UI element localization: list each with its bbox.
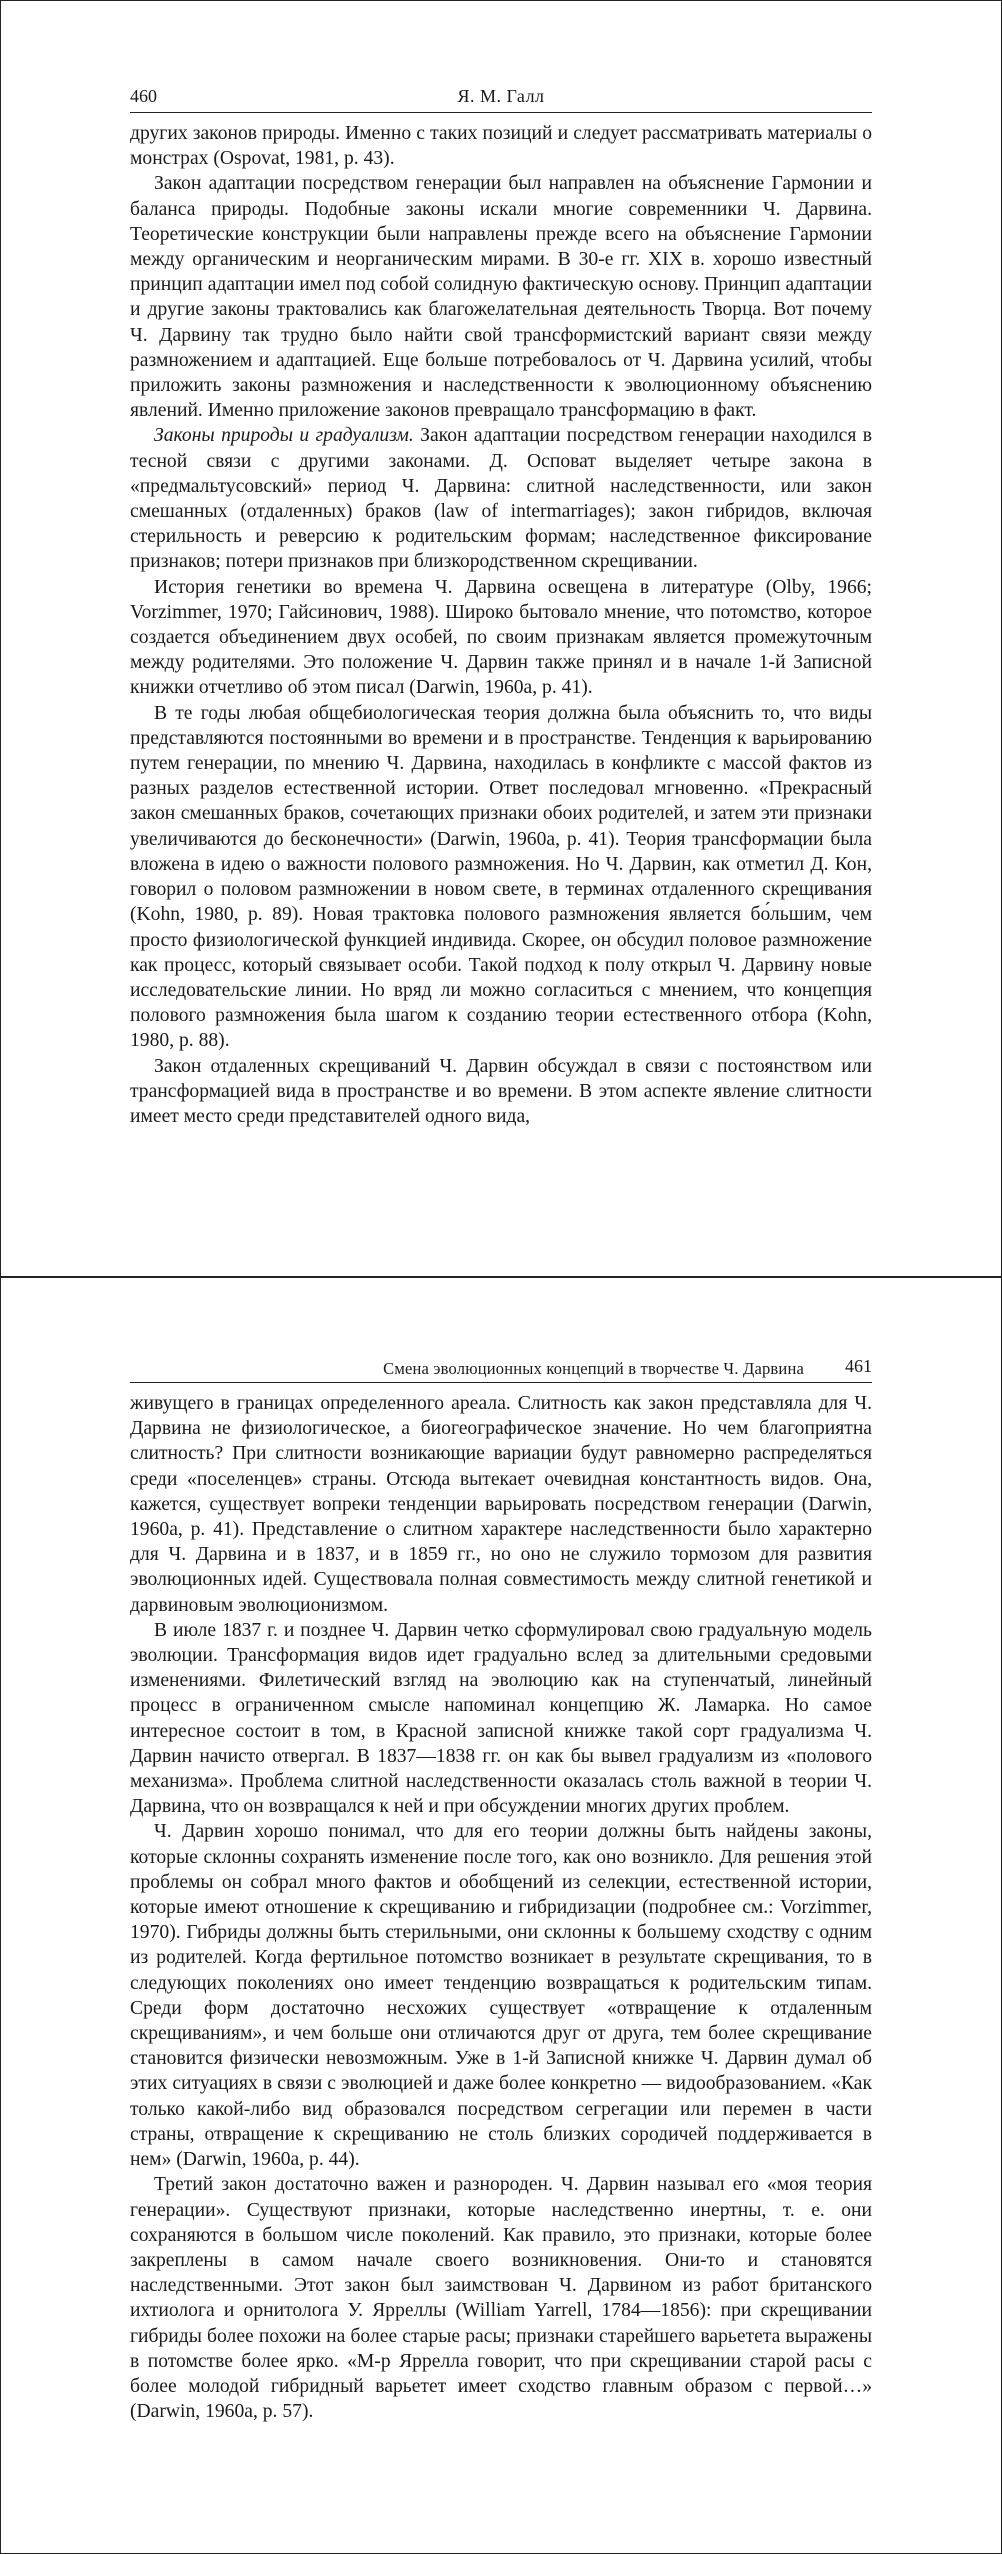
paragraph xyxy=(130,423,872,574)
paragraph: История генетики во времена Ч. Дарвина освещена в литературе (Olby, 1966; Vorzimmer, 1970; Гайсинович, 1988). Широко бытовало мнение, что потомство, которое создается объединением двух особей, по своим признакам является промежуточным между родителями. Это положение Ч. Дарвин также принял и в начале 1-й Записной книжки отчетливо об этом писал (Darwin, 1960a, p. 41). xyxy=(130,576,872,699)
running-head xyxy=(130,1354,872,1383)
paragraph: Закон отдаленных скрещиваний Ч. Дарвин обсуждал в связи с постоянством или трансформацией вида в пространстве и во времени. В этом аспекте явление слитности имеет место среди представителей одного вида, xyxy=(130,1055,872,1127)
paragraph: Третий закон достаточно важен и разнороден. Ч. Дарвин называл его «моя теория генерации». Существуют признаки, которые наследственно инертны, т. е. они сохраняются в большом числе поколений. Как правило, это признаки, которые более закреплены в самом начале своего возникновения. Они-то и становятся наследственными. Этот закон был заимствован Ч. Дарвином из работ британского ихтиолога и орнитолога У. Ярреллы (William Yarrell, 1784—1856): при скрещивании гибриды более похожи на более старые расы; признаки старейшего варьетета выражены в потомстве более ярко. «М-р Ярреллa говорит, что при скрещивании старой расы с более молодой гибридный варьетет имеет сходство главным образом с первой…» (Darwin, 1960a, p. 57). xyxy=(130,2174,872,2423)
page-461 xyxy=(130,1354,872,2424)
section-heading: Законы природы и градуализм. xyxy=(154,425,414,447)
page-460 xyxy=(130,84,872,1129)
running-head xyxy=(130,84,872,113)
running-head-title: Смена эволюционных концепций в творчестве Ч. Дарвина xyxy=(383,1359,804,1378)
paragraph: Ч. Дарвин хорошо понимал, что для его теории должны быть найдены законы, которые склонны сохранять изменение после того, как оно возникло. Для решения этой проблемы он собрал много фактов и обобщений из селекции, естественной истории, которые имеют отношение к скрещиванию и гибридизации (подробнее см.: Vorzimmer, 1970). Гибриды должны быть стерильными, они склонны к большему сходству с одним из родителей. Когда фертильное потомство возникает в результате скрещивания, то в следующих поколениях оно имеет тенденцию возвращаться к родительским типам. Среди форм достаточно несхожих существует «отвращение к отдаленным скрещиваниям», и чем больше они отличаются друг от друга, тем более скрещивание становится физически невозможным. Уже в 1-й Записной книжке Ч. Дарвин думал об этих ситуациях в связи с эволюцией и даже более конкретно — видообразованием. «Как только какой-либо вид образовался посредством сегрегации или перемен в части страны, отвращение к скрещиванию не столь близких сородичей поддерживается в нем» (Darwin, 1960a, p. 44). xyxy=(130,1821,872,2171)
paragraph: других законов природы. Именно с таких позиций и следует рассматривать материалы о монстрах (Ospovat, 1981, p. 43). xyxy=(130,123,872,170)
page-divider xyxy=(0,1276,1002,1278)
page-number: 461 xyxy=(845,1356,872,1376)
paragraph-text: Закон адаптации посредством генерации находился в тесной связи с другими законами. Д. Осповат выделяет четыре закона в «предмальтусовский» период Ч. Дарвина: слитной наследственности, или закон смешанных (отдаленных) браков (law of intermarriages); закон гибридов, включая стерильность и реверсию к родительским формам; наследственное фиксирование признаков; потери признаков при близкородственном скрещивании. xyxy=(130,425,873,573)
paragraph: В июле 1837 г. и позднее Ч. Дарвин четко сформулировал свою градуальную модель эволюции. Трансформация видов идет градуально вслед за длительными средовыми изменениями. Филетический взгляд на эволюцию как на ступенчатый, линейный процесс в ограниченном смысле напоминал концепцию Ж. Ламарка. Но самое интересное состоит в том, в Красной записной книжке такой сорт градуализма Ч. Дарвин начисто отвергал. В 1837—1838 гг. он как бы вывел градуализм из «полового механизма». Проблема слитной наследственности оказалась столь важной в теории Ч. Дарвина, что он возвращался к ней и при обсуждении многих других проблем. xyxy=(130,1619,872,1818)
page-number: 460 xyxy=(130,86,157,106)
paragraph: Закон адаптации посредством генерации был направлен на объяснение Гармонии и баланса природы. Подобные законы искали многие современники Ч. Дарвина. Теоретические конструкции были направлены прежде всего на объяснение Гармонии между органическим и неорганическим мирами. В 30-е гг. XIX в. хорошо известный принцип адаптации имел под собой солидную фактическую основу. Принцип адаптации и другие законы трактовались как благожелательная деятельность Творца. Вот почему Ч. Дарвину так трудно было найти свой трансформистский вариант связи между размножением и адаптацией. Еще больше потребовалось от Ч. Дарвина усилий, чтобы приложить законы размножения и наследственности к эволюционному объяснению явлений. Именно приложение законов превращало трансформацию в факт. xyxy=(130,173,872,422)
running-head-author: Я. М. Галл xyxy=(457,86,545,106)
paragraph: В те годы любая общебиологическая теория должна была объяснить то, что виды представляются постоянными во времени и в пространстве. Тенденция к варьированию путем генерации, по мнению Ч. Дарвина, находилась в конфликте с массой фактов из разных разделов естественной истории. Ответ последовал мгновенно. «Прекрасный закон смешанных браков, сочетающих признаки обоих родителей, и затем эти признаки увеличиваются до бесконечности» (Darwin, 1960a, p. 41). Теория трансформации была вложена в идею о важности полового размножения. Но Ч. Дарвин, как отметил Д. Кон, говорил о половом размножении в новом свете, в терминах отдаленного скрещивания (Kohn, 1980, p. 89). Новая трактовка полового размножения является бо́льшим, чем просто физиологической функцией индивида. Скорее, он обсудил половое размножение как процесс, который связывает особи. Такой подход к полу открыл Ч. Дарвину новые исследовательские линии. Но вряд ли можно согласиться с мнением, что концепция полового размножения была шагом к созданию теории естественного отбора (Kohn, 1980, p. 88). xyxy=(130,702,872,1052)
paragraph: живущего в границах определенного ареала. Слитность как закон представляла для Ч. Дарвина не физиологическое, а биогеографическое значение. Но чем благоприятна слитность? При слитности возникающие вариации будут равномерно распределяться среди «поселенцев» страны. Отсюда вытекает очевидная константность видов. Она, кажется, существует вопреки тенденции варьировать посредством генерации (Darwin, 1960a, p. 41). Представление о слитном характере наследственности было характерно для Ч. Дарвина и в 1837, и в 1859 гг., но оно не служило тормозом для развития эволюционных идей. Существовала полная совместимость между слитной генетикой и дарвиновым эволюционизмом. xyxy=(130,1393,872,1616)
